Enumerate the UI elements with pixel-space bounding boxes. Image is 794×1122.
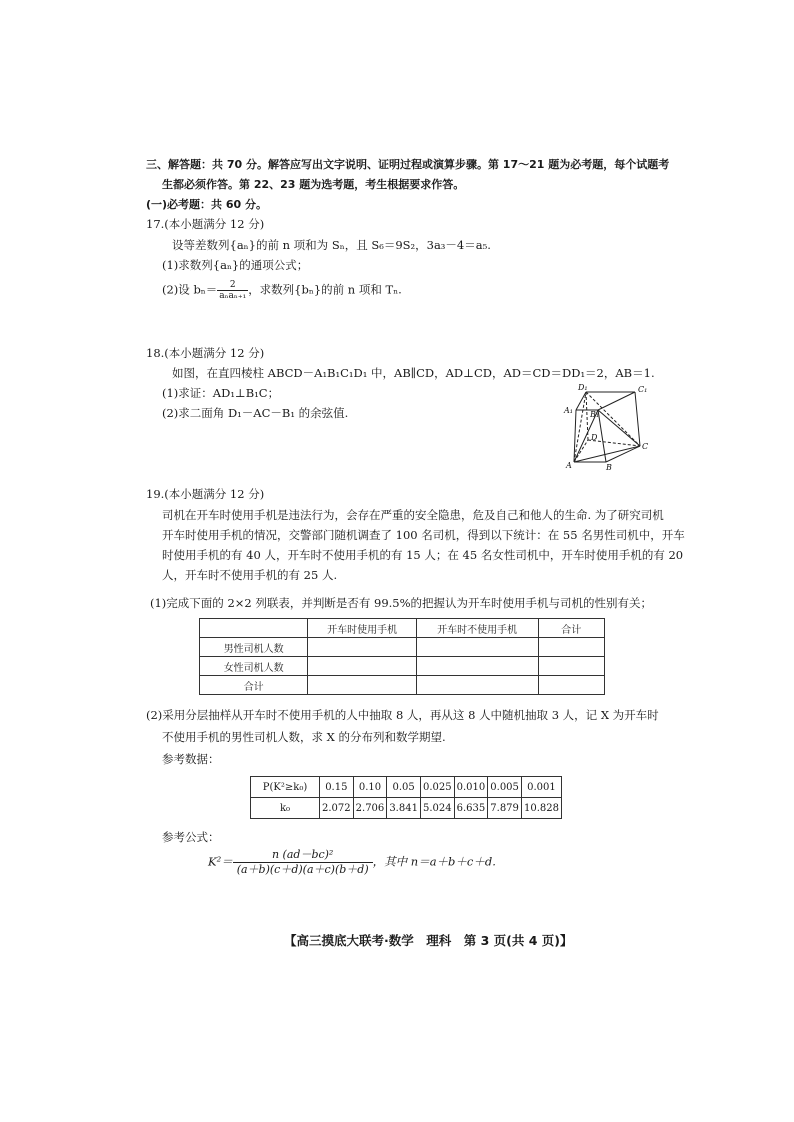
table-row xyxy=(251,777,562,798)
q17-stem: 设等差数列{aₙ}的前 n 项和为 Sₙ，且 S₆＝9S₂，3a₃－4＝a₅. xyxy=(172,238,491,252)
table-cell xyxy=(200,619,308,638)
table-cell: 0.005 xyxy=(488,777,522,798)
table-cell: 0.10 xyxy=(353,777,387,798)
label-C1: C₁ xyxy=(638,385,648,394)
table-cell: 3.841 xyxy=(387,798,421,819)
label-D1: D₁ xyxy=(578,383,588,392)
q19-para-line3: 时使用手机的有 40 人，开车时不使用手机的有 15 人；在 45 名女性司机中，开车时使用手机的有 20 xyxy=(162,548,684,562)
label-A1: A₁ xyxy=(564,406,573,415)
table-cell xyxy=(308,638,416,657)
q19-para-line1: 司机在开车时使用手机是违法行为，会存在严重的安全隐患，危及自己和他人的生命. 为了研究司机 xyxy=(162,508,664,522)
table-cell xyxy=(538,676,604,695)
table-cell: 合计 xyxy=(200,676,308,695)
q18-part2: (2)求二面角 D₁－AC－B₁ 的余弦值. xyxy=(162,406,349,420)
prism-figure xyxy=(560,380,655,472)
table-row xyxy=(200,638,605,657)
table-cell: P(K²≥k₀) xyxy=(251,777,320,798)
table-cell xyxy=(538,657,604,676)
q17-frac-den: aₙaₙ₊₁ xyxy=(219,291,247,301)
label-C: C xyxy=(642,442,649,451)
q17-part2 xyxy=(162,280,402,301)
formula-rhs: ，其中 n＝a＋b＋c＋d. xyxy=(372,854,496,869)
table-cell: 2.072 xyxy=(320,798,354,819)
table-cell xyxy=(308,676,416,695)
ref-formula-label: 参考公式： xyxy=(162,830,220,844)
label-A: A xyxy=(566,461,572,470)
table-cell: 7.879 xyxy=(488,798,522,819)
table-row xyxy=(200,676,605,695)
q17-part2-prefix: (2)设 bₙ＝ xyxy=(162,282,218,297)
contingency-table xyxy=(199,618,605,695)
table-cell: 0.001 xyxy=(521,777,561,798)
table-row xyxy=(200,657,605,676)
table-cell: 0.010 xyxy=(454,777,488,798)
q19-part2-line1: (2)采用分层抽样从开车时不使用手机的人中抽取 8 人，再从这 8 人中随机抽取 3 人，记 X 为开车时 xyxy=(146,708,659,722)
table-cell: 5.024 xyxy=(420,798,454,819)
q18-part1: (1)求证：AD₁⊥B₁C； xyxy=(162,386,280,400)
q18-title: 18.(本小题满分 12 分) xyxy=(146,346,265,360)
table-cell: 2.706 xyxy=(353,798,387,819)
q19-part2-line2: 不使用手机的男性司机人数，求 X 的分布列和数学期望. xyxy=(162,730,446,744)
formula-denominator: (a＋b)(c＋d)(a＋c)(b＋d) xyxy=(236,863,369,876)
table-cell xyxy=(416,638,538,657)
section-header-line2: 生都必须作答。第 22、23 题为选考题，考生根据要求作答。 xyxy=(162,178,465,191)
table-cell xyxy=(538,638,604,657)
table-cell: 6.635 xyxy=(454,798,488,819)
page-footer: 【高三摸底大联考·数学 理科 第 3 页(共 4 页)】 xyxy=(284,933,573,948)
table-cell: 10.828 xyxy=(521,798,561,819)
table-cell: 0.025 xyxy=(420,777,454,798)
q17-part2-suffix: ，求数列{bₙ}的前 n 项和 Tₙ. xyxy=(248,282,402,297)
label-B: B xyxy=(606,463,612,472)
q19-para-line2: 开车时使用手机的情况，交警部门随机调查了 100 名司机，得到以下统计：在 55 名男性司机中，开车 xyxy=(162,528,685,542)
table-cell: 男性司机人数 xyxy=(200,638,308,657)
table-cell: 开车时使用手机 xyxy=(308,619,416,638)
required-section-label: (一)必考题：共 60 分。 xyxy=(146,198,268,211)
ref-data-label: 参考数据： xyxy=(162,752,220,766)
q19-title: 19.(本小题满分 12 分) xyxy=(146,487,265,501)
formula-fraction xyxy=(233,848,373,877)
q19-part1: (1)完成下面的 2×2 列联表，并判断是否有 99.5%的把握认为开车时使用手机与司机的性别有关； xyxy=(150,596,653,610)
table-cell: 0.15 xyxy=(320,777,354,798)
table-cell xyxy=(416,657,538,676)
formula-lhs: K²＝ xyxy=(208,854,233,869)
q18-stem: 如图，在直四棱柱 ABCD－A₁B₁C₁D₁ 中，AB∥CD，AD⊥CD，AD＝CD＝DD₁＝2，AB＝1. xyxy=(172,366,655,380)
q17-part1: (1)求数列{aₙ}的通项公式； xyxy=(162,258,309,272)
label-B1: B₁ xyxy=(590,410,600,419)
table-cell: 0.05 xyxy=(387,777,421,798)
table-cell: k₀ xyxy=(251,798,320,819)
q17-frac-num: 2 xyxy=(217,280,248,291)
table-row xyxy=(200,619,605,638)
k-squared-formula xyxy=(208,848,496,877)
q17-title: 17.(本小题满分 12 分) xyxy=(146,217,265,231)
table-row xyxy=(251,798,562,819)
critical-value-table xyxy=(250,776,562,819)
table-cell xyxy=(308,657,416,676)
table-cell: 女性司机人数 xyxy=(200,657,308,676)
table-cell: 开车时不使用手机 xyxy=(416,619,538,638)
q19-para-line4: 人，开车时不使用手机的有 25 人. xyxy=(162,568,338,582)
formula-numerator: n (ad－bc)² xyxy=(233,848,373,863)
label-D: D xyxy=(591,433,598,442)
table-cell: 合计 xyxy=(538,619,604,638)
q17-fraction xyxy=(217,280,248,301)
section-header-line1: 三、解答题：共 70 分。解答应写出文字说明、证明过程或演算步骤。第 17～21 题为必考题，每个试题考 xyxy=(146,158,670,171)
table-cell xyxy=(416,676,538,695)
